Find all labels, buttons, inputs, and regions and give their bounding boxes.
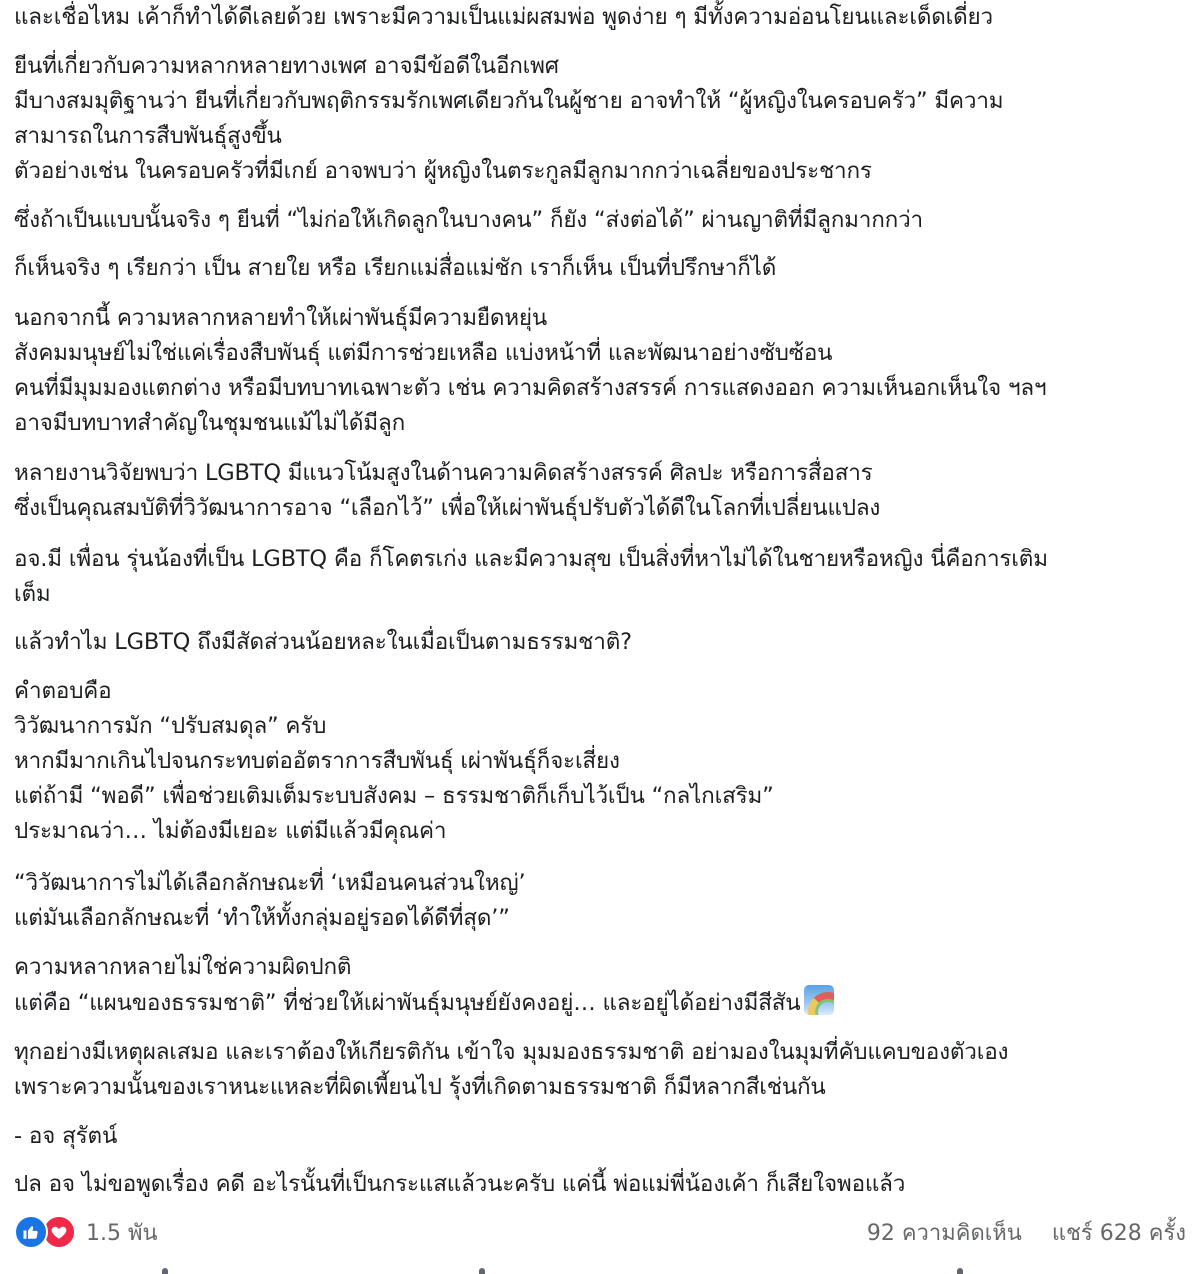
post-text-line: แต่มันเลือกลักษณะที่ ‘ทำให้ทั้งกลุ่มอยู่รอดได้ดีที่สุด’” [14,905,510,931]
post-paragraph [14,674,774,849]
post-paragraph [14,456,880,526]
post-paragraph [14,625,632,660]
post-text-line: อาจมีบทบาทสำคัญในชุมชนแม้ไม่ได้มีลูก [14,410,405,436]
post-paragraph [14,950,834,1021]
reactions-summary[interactable] [14,1215,158,1250]
post-text-line: ก็เห็นจริง ๆ เรียกว่า เป็น สายใย หรือ เรียกแม่สื่อแม่ชัก เราก็เห็น เป็นที่ปรึกษาก็ได้ [14,255,777,281]
post-text-line: ตัวอย่างเช่น ในครอบครัวที่มีเกย์ อาจพบว่า ผู้หญิงในตระกูลมีลูกมากกว่าเฉลี่ยของประชากร [14,158,872,184]
post-text-line: “วิวัฒนาการไม่ได้เลือกลักษณะที่ ‘เหมือนคนส่วนใหญ่’ [14,870,526,896]
engagement-stats [867,1215,1186,1250]
post-paragraph [14,866,525,936]
post-text-line: และเชื่อไหม เค้าก็ทำได้ดีเลยด้วย เพราะมีความเป็นแม่ผสมพ่อ พูดง่าย ๆ มีทั้งความอ่อนโยนและเด็ดเดี่ยว [14,4,993,30]
post-text-line: คนที่มีมุมมองแตกต่าง หรือมีบทบาทเฉพาะตัว เช่น ความคิดสร้างสรรค์ การแสดงออก ความเห็นอกเห็นใจ ฯลฯ [14,375,1047,401]
post-text-line: สามารถในการสืบพันธุ์สูงขึ้น [14,123,282,149]
post-text-line: อจ.มี เพื่อน รุ่นน้องที่เป็น LGBTQ คือ ก็โคตรเก่ง และมีความสุข เป็นสิ่งที่หาไม่ได้ในชายหรือหญิง นี่คือการเติม [14,546,1048,572]
action-icon-top-edge [162,1268,168,1274]
post-text-line: แล้วทำไม LGBTQ ถึงมีสัดส่วนน้อยหละในเมื่อเป็นตามธรรมชาติ? [14,629,632,655]
post-paragraph [14,1035,1008,1105]
post-text-line: คำตอบคือ [14,678,112,704]
post-text-line: ปล อจ ไม่ขอพูดเรื่อง คดี อะไรนั้นที่เป็นกระแสแล้วนะครับ แค่นี้ พ่อแม่พี่น้องเค้า ก็เสียใจพอแล้ว [14,1171,906,1197]
post-engagement-bar [14,1212,1186,1252]
post-text-line: หากมีมากเกินไปจนกระทบต่ออัตราการสืบพันธุ์ เผ่าพันธุ์ก็จะเสี่ยง [14,748,620,774]
post-text-line: สังคมมนุษย์ไม่ใช่แค่เรื่องสืบพันธุ์ แต่มีการช่วยเหลือ แบ่งหน้าที่ และพัฒนาอย่างซับซ้อน [14,340,833,366]
rainbow-emoji-icon [804,985,834,1015]
post-paragraph [14,203,923,238]
post-text-line-with-emoji [14,985,834,1021]
post-text-line: ประมาณว่า… ไม่ต้องมีเยอะ แต่มีแล้วมีคุณค่า [14,818,447,844]
post-text-line: แต่ถ้ามี “พอดี” เพื่อช่วยเติมเต็มระบบสังคม – ธรรมชาติก็เก็บไว้เป็น “กลไกเสริม” [14,783,774,809]
post-text-line: หลายงานวิจัยพบว่า LGBTQ มีแนวโน้มสูงในด้านความคิดสร้างสรรค์ ศิลปะ หรือการสื่อสาร [14,460,873,486]
action-bar-edge [0,1266,1200,1272]
post-text-line: ความหลากหลายไม่ใช่ความผิดปกติ [14,954,352,980]
post-signature [14,1119,117,1154]
post-text-line: ซึ่งเป็นคุณสมบัติที่วิวัฒนาการอาจ “เลือกไว้” เพื่อให้เผ่าพันธุ์ปรับตัวได้ดีในโลกที่เปลี่ยนแปลง [14,495,881,521]
post-paragraph [14,301,1046,441]
action-icon-top-edge [957,1268,963,1274]
action-icon-top-edge [479,1268,485,1274]
post-text-line: เพราะความนั้นของเราหนะแหละที่ผิดเพี้ยนไป รุ้งที่เกิดตามธรรมชาติ ก็มีหลากสีเช่นกัน [14,1074,826,1100]
post-text-line: วิวัฒนาการมัก “ปรับสมดุล” ครับ [14,713,327,739]
post-text-line: มีบางสมมุติฐานว่า ยีนที่เกี่ยวกับพฤติกรรมรักเพศเดียวกันในผู้ชาย อาจทำให้ “ผู้หญิงในครอบครัว” มีความ [14,88,1004,114]
like-icon [14,1215,48,1249]
post-paragraph [14,49,1003,189]
post-paragraph [14,1167,905,1202]
post-text-line: เต็ม [14,581,51,607]
post-text-line: นอกจากนี้ ความหลากหลายทำให้เผ่าพันธุ์มีความยืดหยุ่น [14,305,548,331]
shares-count-link[interactable]: แชร์ 628 ครั้ง [1051,1220,1186,1246]
comments-count-link[interactable]: 92 ความคิดเห็น [866,1220,1022,1246]
post-text-line: ซึ่งถ้าเป็นแบบนั้นจริง ๆ ยีนที่ “ไม่ก่อให้เกิดลูกในบางคน” ก็ยัง “ส่งต่อได้” ผ่านญาติที่มีลูกมากกว่า [14,207,923,233]
post-paragraph [14,251,776,286]
post-text-fragment: แต่คือ “แผนของธรรมชาติ” ที่ช่วยให้เผ่าพันธุ์มนุษย์ยังคงอยู่… และอยู่ได้อย่างมีสีสัน [14,990,801,1016]
post-text-line: - อจ สุรัตน์ [14,1123,118,1149]
post-text-line: ยีนที่เกี่ยวกับความหลากหลายทางเพศ อาจมีข้อดีในอีกเพศ [14,53,559,79]
reactions-count: 1.5 พัน [86,1220,158,1246]
post-paragraph [14,0,993,35]
post-paragraph [14,542,1048,612]
reaction-icons [14,1215,76,1249]
post-text-line: ทุกอย่างมีเหตุผลเสมอ และเราต้องให้เกียรติกัน เข้าใจ มุมมองธรรมชาติ อย่ามองในมุมที่คับแคบของตัวเอง [14,1039,1009,1065]
